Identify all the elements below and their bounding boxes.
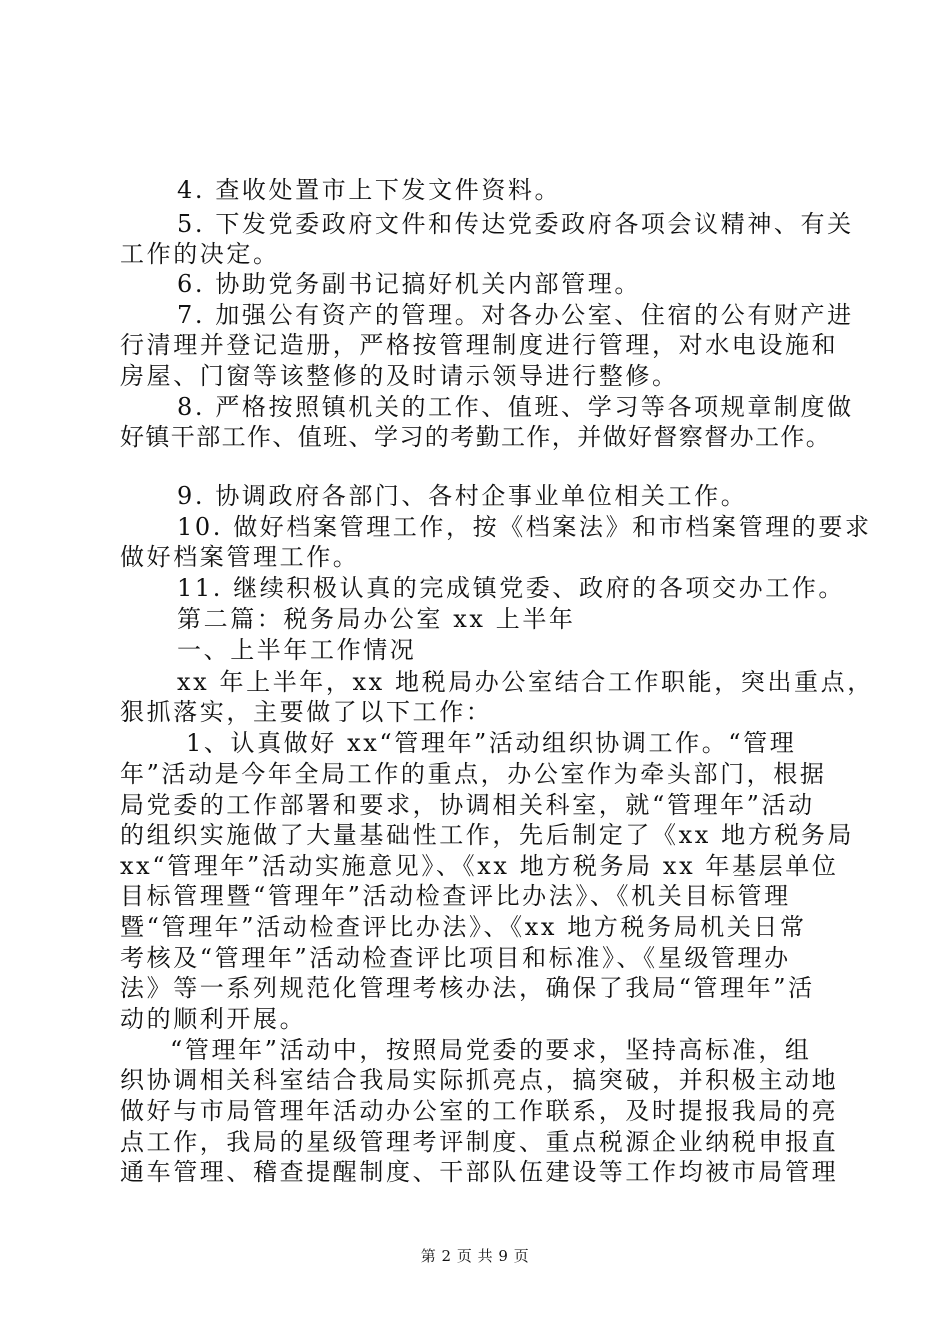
text-line: 11. 继续积极认真的完成镇党委、政府的各项交办工作。 <box>177 574 845 602</box>
page-footer: 第 2 页 共 9 页 <box>420 1247 530 1265</box>
text-line: 4. 查收处置市上下发文件资料。 <box>177 176 562 204</box>
text-line: 点工作，我局的星级管理考评制度、重点税源企业纳税申报直 <box>120 1128 839 1156</box>
text-line: 房屋、门窗等该整修的及时请示领导进行整修。 <box>120 362 679 390</box>
text-line: 9. 协调政府各部门、各村企事业单位相关工作。 <box>177 482 748 510</box>
text-line: 8. 严格按照镇机关的工作、值班、学习等各项规章制度做 <box>177 393 854 421</box>
text-line: 6. 协助党务副书记搞好机关内部管理。 <box>177 270 641 298</box>
text-line: 做好与市局管理年活动办公室的工作联系，及时提报我局的亮 <box>120 1097 839 1125</box>
text-line: 5. 下发党委政府文件和传达党委政府各项会议精神、有关 <box>177 210 854 238</box>
text-line: xx“管理年”活动实施意见》、《xx 地方税务局 xx 年基层单位 <box>120 852 839 880</box>
text-line: 目标管理暨“管理年”活动检查评比办法》、《机关目标管理 <box>120 882 791 910</box>
text-line: 动的顺利开展。 <box>120 1005 307 1033</box>
text-line: 通车管理、稽查提醒制度、干部队伍建设等工作均被市局管理 <box>120 1158 839 1186</box>
text-line: 局党委的工作部署和要求，协调相关科室，就“管理年”活动 <box>120 791 815 819</box>
text-line: 行清理并登记造册，严格按管理制度进行管理，对水电设施和 <box>120 331 839 359</box>
text-line: 考核及“管理年”活动检查评比项目和标准》、《星级管理办 <box>120 944 791 972</box>
text-line: 1、认真做好 xx“管理年”活动组织协调工作。“管理 <box>186 729 797 757</box>
text-line: 10. 做好档案管理工作，按《档案法》和市档案管理的要求 <box>177 513 872 541</box>
text-line: 工作的决定。 <box>120 240 280 268</box>
text-line: 好镇干部工作、值班、学习的考勤工作，并做好督察督办工作。 <box>120 423 832 451</box>
text-line: 法》等一系列规范化管理考核办法，确保了我局“管理年”活 <box>120 974 815 1002</box>
text-line: 做好档案管理工作。 <box>120 543 360 571</box>
text-line: “管理年”活动中，按照局党委的要求，坚持高标准，组 <box>170 1036 812 1064</box>
text-line: 7. 加强公有资产的管理。对各办公室、住宿的公有财产进 <box>177 301 854 329</box>
text-line: 的组织实施做了大量基础性工作，先后制定了《xx 地方税务局 <box>120 821 855 849</box>
text-line: 年”活动是今年全局工作的重点，办公室作为牵头部门，根据 <box>120 760 827 788</box>
text-line: 暨“管理年”活动检查评比办法》、《xx 地方税务局机关日常 <box>120 913 807 941</box>
text-line: 狠抓落实，主要做了以下工作： <box>120 698 493 726</box>
section-heading: 第二篇：税务局办公室 xx 上半年 <box>177 605 576 633</box>
text-line: xx 年上半年，xx 地税局办公室结合工作职能，突出重点， <box>177 668 874 696</box>
subsection-heading: 一、上半年工作情况 <box>177 636 417 664</box>
text-line: 织协调相关科室结合我局实际抓亮点，搞突破，并积极主动地 <box>120 1066 839 1094</box>
